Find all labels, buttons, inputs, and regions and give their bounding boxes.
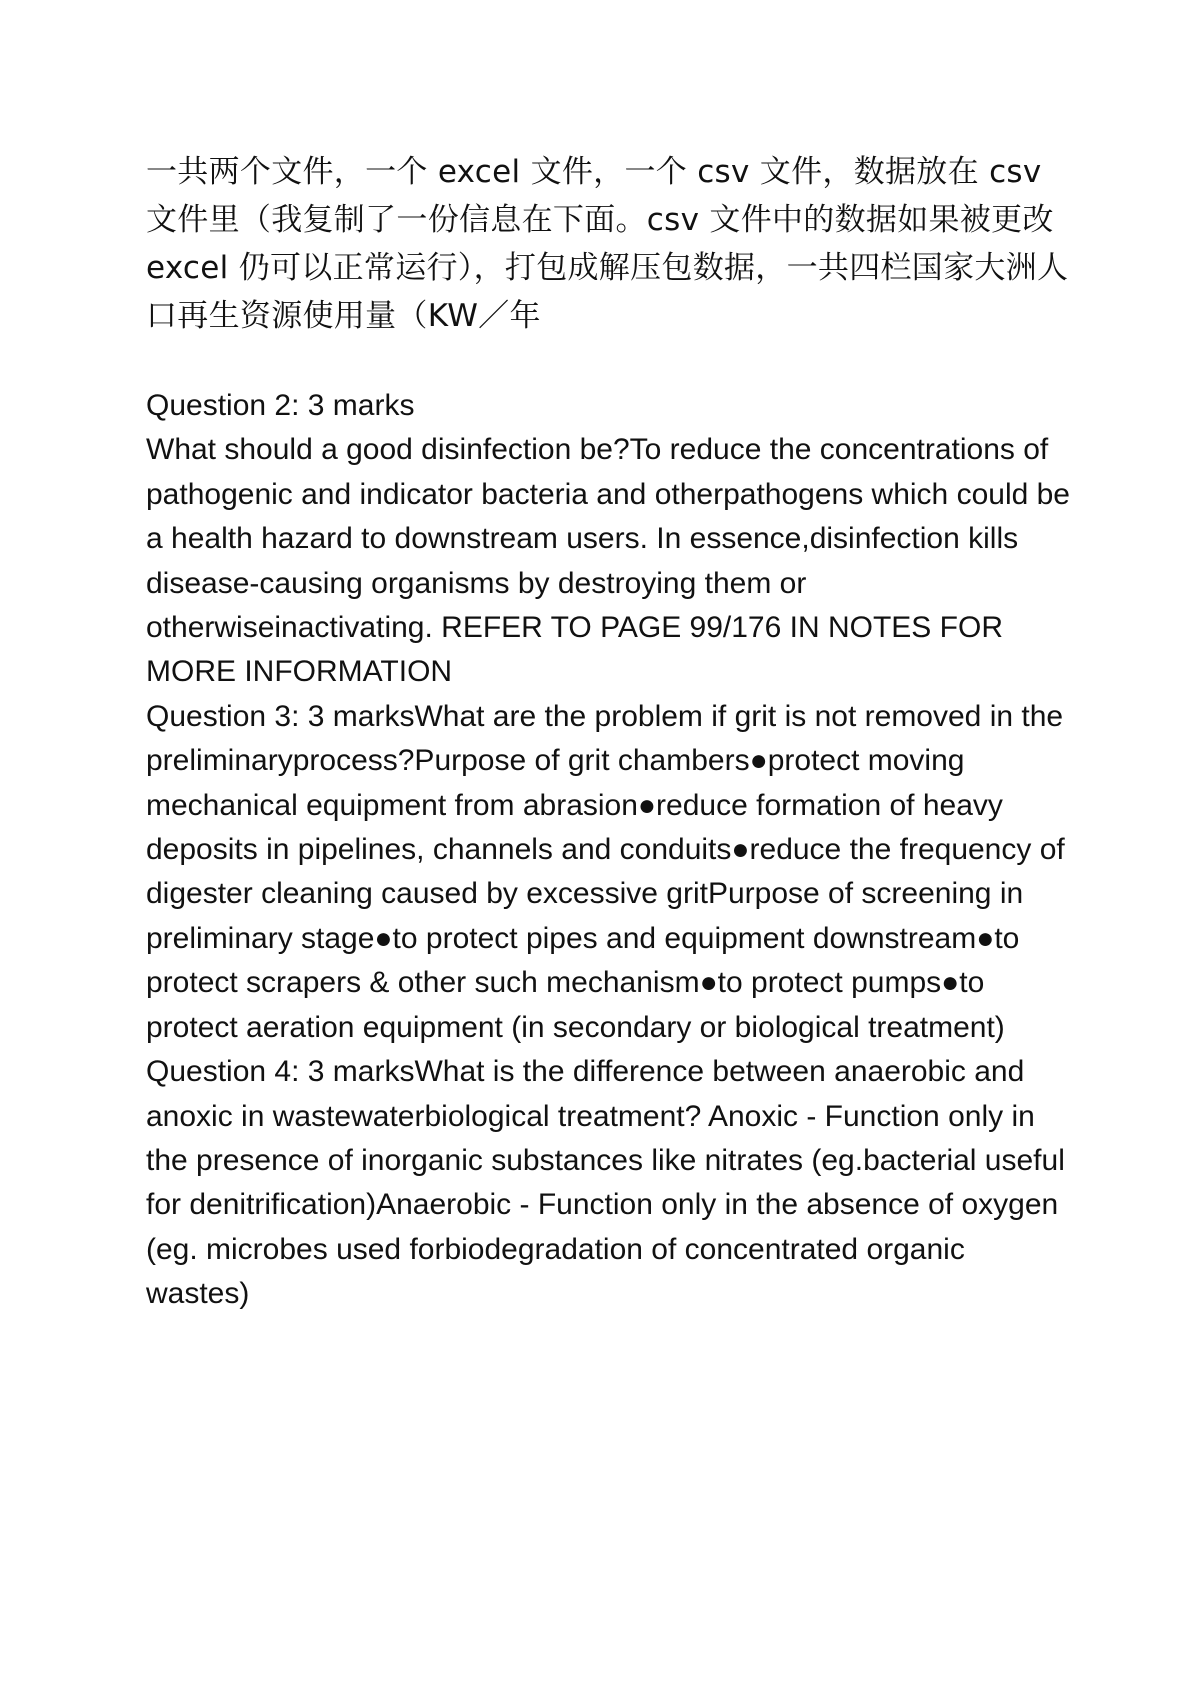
- document-body: [146, 148, 1076, 1317]
- question-3-block: Question 3: 3 marksWhat are the problem if grit is not removed in the preliminaryprocess?Purpose of grit chambers●protect moving mechanical equipment from abrasion●reduce formation of heavy deposits in pipelines, channels and conduits●reduce the frequency of digester cleaning caused by excessive gritPurpose of screening in preliminary stage●to protect pipes and equipment downstream●to protect scrapers & other such mechanism●to protect pumps●to protect aeration equipment (in secondary or biological treatment): [146, 699, 1065, 1044]
- question-2-block: Question 2: 3 marks What should a good disinfection be?To reduce the concentrations of pathogenic and indicator bacteria and otherpathogens which could be a health hazard to downstream users. In essence,disinfection kills disease-causing organisms by destroying them or otherwiseinactivating. REFER TO PAGE 99/176 IN NOTES FOR MORE INFORMATION: [146, 389, 1070, 689]
- question-4-block: Question 4: 3 marksWhat is the difference between anaerobic and anoxic in wastewaterbiological treatment? Anoxic - Function only in the presence of inorganic substances like nitrates (eg.bacterial useful for denitrification)Anaerobic - Function only in the absence of oxygen (eg. microbes used forbiodegradation of concentrated organic wastes): [146, 1055, 1065, 1311]
- intro-paragraph: 一共两个文件，一个 excel 文件，一个 csv 文件，数据放在 csv 文件里（我复制了一份信息在下面。csv 文件中的数据如果被更改 excel 仍可以正常运行），打包成解压包数据，一共四栏国家大洲人口再生资源使用量（KW／年: [146, 154, 1069, 334]
